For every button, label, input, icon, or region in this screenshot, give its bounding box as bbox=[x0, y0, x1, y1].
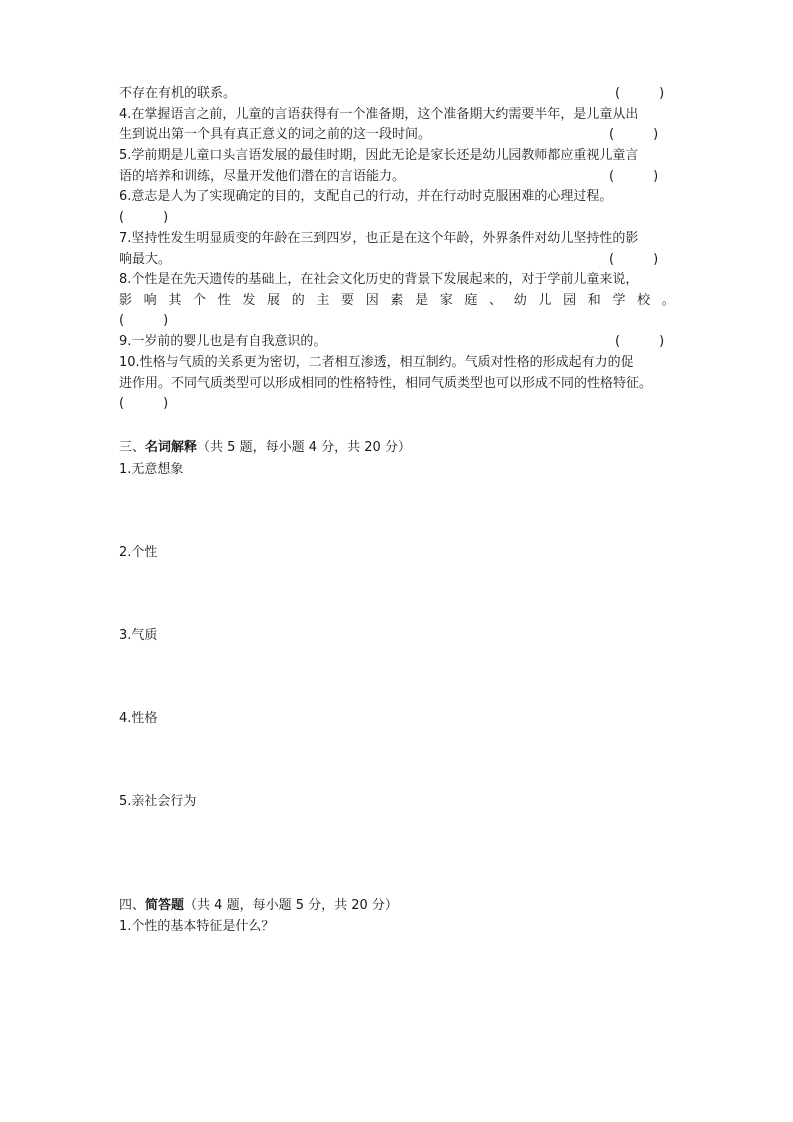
answer-paren[interactable]: ( ) bbox=[615, 334, 665, 349]
tf-item-8 bbox=[119, 270, 679, 332]
tf-item-6-line-1: 6.意志是人为了实现确定的目的，支配自己的行动，并在行动时克服困难的心理过程。 bbox=[119, 189, 613, 204]
tf-item-5 bbox=[119, 146, 679, 187]
answer-paren[interactable]: ( ) bbox=[119, 209, 169, 225]
spread-char: 的 bbox=[291, 292, 305, 308]
section-3-title: 名词解释 bbox=[145, 440, 198, 455]
tf-item-4-line-2: 生到说出第一个具有真正意义的词之前的这一段时间。 bbox=[119, 127, 432, 142]
tf-item-6 bbox=[119, 187, 679, 228]
spread-char: 校 bbox=[637, 292, 651, 308]
spread-char: 因 bbox=[365, 292, 379, 308]
spread-char: 性 bbox=[217, 292, 231, 308]
tf-item-3-text: 不存在有机的联系。 bbox=[119, 86, 237, 101]
spread-char: 幼 bbox=[513, 292, 527, 308]
spread-char: 和 bbox=[587, 292, 601, 308]
answer-paren[interactable]: ( ) bbox=[119, 396, 169, 411]
term-item-4: 4.性格 bbox=[119, 711, 158, 726]
spread-char: 响 bbox=[143, 292, 157, 308]
term-item-2: 2.个性 bbox=[119, 545, 158, 560]
tf-item-9-text: 9.一岁前的婴儿也是有自我意识的。 bbox=[119, 334, 327, 349]
section-4-prefix: 四、 bbox=[119, 898, 146, 913]
tf-item-8-line-2 bbox=[119, 291, 675, 312]
section-4-heading bbox=[119, 896, 398, 916]
tf-item-10 bbox=[119, 353, 679, 415]
short-answer-item-1: 1.个性的基本特征是什么？ bbox=[119, 919, 275, 934]
answer-paren[interactable]: ( ) bbox=[615, 86, 665, 101]
section-3-note: （共 5 题，每小题 4 分，共 20 分） bbox=[197, 440, 411, 455]
section-4-title: 简答题 bbox=[145, 898, 185, 913]
spread-char: 素 bbox=[390, 292, 404, 308]
tf-item-10-line-2: 进作用。不同气质类型可以形成相同的性格特性，相同气质类型也可以形成不同的性格特征。 bbox=[119, 375, 653, 391]
spread-char: 要 bbox=[341, 292, 355, 308]
tf-item-7-line-2: 响最大。 bbox=[119, 251, 172, 267]
spread-char: 其 bbox=[168, 292, 182, 308]
answer-paren[interactable]: ( ) bbox=[609, 251, 659, 267]
section-4-note: （共 4 题，每小题 5 分，共 20 分） bbox=[184, 898, 398, 913]
term-item-1: 1.无意想象 bbox=[119, 462, 184, 477]
spread-char: 庭 bbox=[464, 292, 478, 308]
tf-item-4 bbox=[119, 105, 679, 146]
tf-item-5-line-1: 5.学前期是儿童口头言语发展的最佳时期，因此无论是家长还是幼儿园教师都应重视儿童言 bbox=[119, 148, 639, 163]
term-item-3: 3.气质 bbox=[119, 628, 158, 643]
answer-paren[interactable]: ( ) bbox=[609, 168, 659, 184]
spread-char: 发 bbox=[242, 292, 256, 308]
section-3-heading bbox=[119, 438, 411, 458]
tf-item-9 bbox=[119, 332, 679, 353]
spread-char: 学 bbox=[612, 292, 626, 308]
tf-item-5-line-2: 语的培养和训练，尽量开发他们潜在的言语能力。 bbox=[119, 168, 406, 184]
tf-item-8-line-1: 8.个性是在先天遗传的基础上，在社会文化历史的背景下发展起来的，对于学前儿童来说， bbox=[119, 272, 639, 287]
tf-item-4-line-1: 4.在掌握语言之前，儿童的言语获得有一个准备期，这个准备期大约需要半年，是儿童从出 bbox=[119, 106, 639, 122]
spread-char: 主 bbox=[316, 292, 330, 308]
spread-char: 、 bbox=[489, 292, 503, 308]
spread-char: 展 bbox=[267, 292, 281, 308]
spread-char: 儿 bbox=[538, 292, 552, 308]
spread-char: 影 bbox=[119, 292, 133, 308]
tf-item-3-tail bbox=[119, 84, 679, 105]
tf-item-7-line-1: 7.坚持性发生明显质变的年龄在三到四岁，也正是在这个年龄，外界条件对幼儿坚持性的影 bbox=[119, 231, 639, 246]
tf-item-7 bbox=[119, 229, 679, 270]
tf-item-10-line-1: 10.性格与气质的关系更为密切，二者相互渗透，相互制约。气质对性格的形成起有力的促 bbox=[119, 355, 634, 370]
answer-paren[interactable]: ( ) bbox=[609, 127, 659, 142]
spread-char: 个 bbox=[193, 292, 207, 308]
section-3-prefix: 三、 bbox=[119, 440, 146, 455]
spread-char: 园 bbox=[563, 292, 577, 308]
answer-paren[interactable]: ( ) bbox=[119, 313, 169, 328]
spread-char: 是 bbox=[415, 292, 429, 308]
term-item-5: 5.亲社会行为 bbox=[119, 794, 197, 809]
spread-char: 家 bbox=[439, 292, 453, 308]
spread-char: 。 bbox=[661, 292, 675, 308]
